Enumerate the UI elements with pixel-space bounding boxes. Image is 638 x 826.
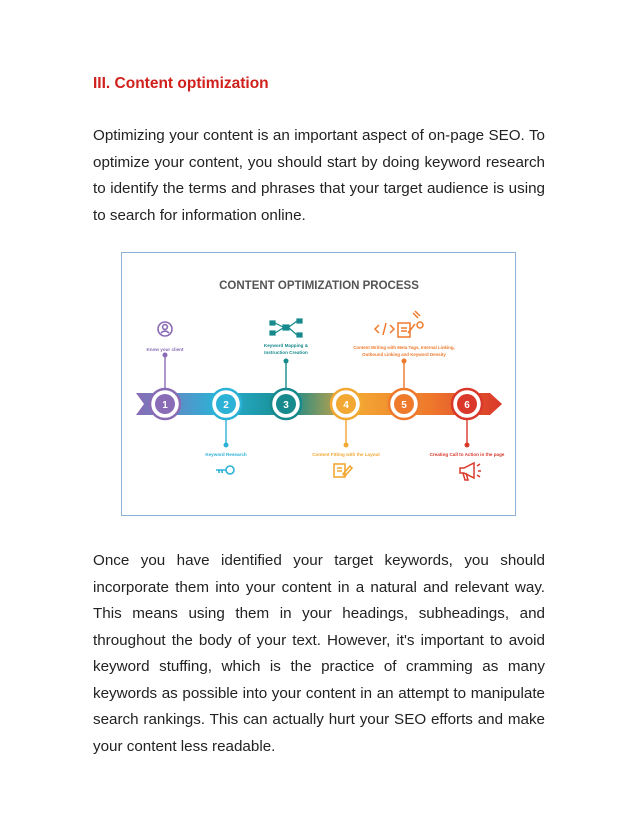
intro-paragraph: Optimizing your content is an important aspect of on-page SEO. To optimize your content, you should start by doing keyword research to identify the terms and phrases that your target audience is using to search for information online. — [93, 127, 545, 224]
step-4-label: Content Fitting with the Layout — [312, 452, 380, 457]
step-1-number: 1 — [162, 400, 168, 411]
step-2-label: Keyword Research — [205, 452, 247, 457]
step-1-marker — [150, 389, 180, 419]
body-paragraph: Once you have identified your target keywords, you should incorporate them into your content in a natural and relevant way. This means using them in your headings, subheadings, and throughout the body of your text. However, it's important to avoid keyword stuffing, which is the practice of cramming as many keywords as possible into your content in an attempt to manipulate search rankings. This can actually hurt your SEO efforts and make your content less readable. — [93, 552, 545, 755]
step-5-marker — [389, 389, 419, 419]
step-3-number: 3 — [283, 400, 289, 411]
section-heading: III. Content optimization — [93, 75, 269, 92]
key-icon — [216, 466, 234, 474]
step-6-marker — [452, 389, 482, 419]
sitemap-icon — [270, 319, 302, 337]
step-5-number: 5 — [401, 400, 407, 411]
step-4-marker — [331, 389, 361, 419]
step-3-label-line2: Instruction Creation — [264, 350, 308, 355]
user-icon — [158, 322, 172, 336]
step-6-number: 6 — [464, 400, 470, 411]
code-icon — [375, 311, 423, 337]
step-2-marker — [211, 389, 241, 419]
edit-icon — [334, 464, 352, 477]
step-5-label-line1: Content Writing with Meta Tags, Internal Linking, — [353, 345, 455, 350]
step-6-label: Creating Call to Action in the page — [429, 452, 505, 457]
process-infographic — [121, 252, 516, 516]
step-3-label-line1: Keyword Mapping & — [263, 343, 309, 348]
step-4-number: 4 — [343, 400, 349, 411]
step-2-number: 2 — [223, 400, 229, 411]
process-band — [136, 393, 502, 415]
step-5-label-line2: Outbound Linking and Keyword Density — [362, 352, 446, 357]
infographic-title: CONTENT OPTIMIZATION PROCESS — [219, 280, 419, 292]
step-3-marker — [271, 389, 301, 419]
step-1-label: Know your client — [146, 347, 184, 352]
megaphone-icon — [460, 463, 481, 480]
